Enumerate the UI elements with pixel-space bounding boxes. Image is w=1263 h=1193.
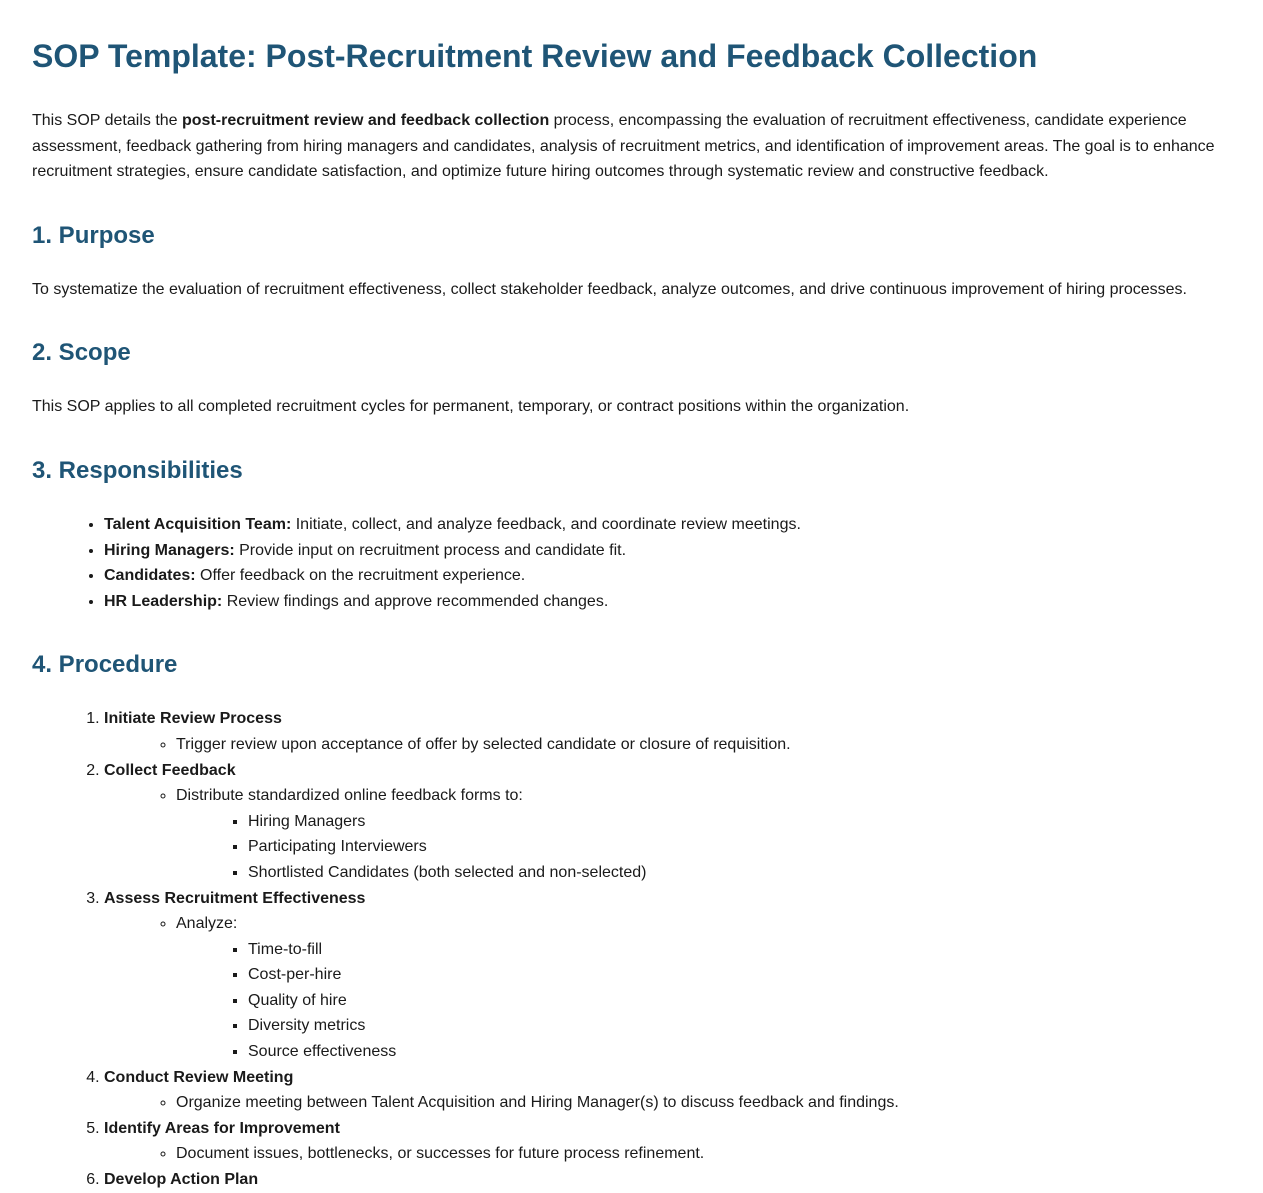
step-title: Identify Areas for Improvement	[104, 1119, 340, 1137]
page-title: SOP Template: Post-Recruitment Review and Feedback Collection	[32, 38, 1038, 74]
metrics-list	[176, 937, 1231, 1065]
list-item: ▪ Time-to-fill	[248, 937, 1231, 963]
list-item: ▪ Shortlisted Candidates (both selected and non-selected)	[248, 860, 1231, 886]
list-item: ▪ Cost-per-hire	[248, 962, 1231, 988]
step-title: Initiate Review Process	[104, 710, 282, 728]
step-details	[104, 783, 1231, 885]
step-title: Collect Feedback	[104, 761, 236, 779]
list-item	[104, 538, 1231, 564]
step-detail	[176, 783, 1231, 885]
role-description: Review findings and approve recommended changes.	[222, 592, 609, 610]
scope-heading: 2. Scope	[32, 339, 131, 367]
list-item: ▪ Hiring Managers	[248, 809, 1231, 835]
recipient-list	[176, 809, 1231, 886]
step-detail: ◦ Trigger review upon acceptance of offer by selected candidate or closure of requisition.	[176, 732, 1231, 758]
responsibilities-list	[32, 512, 1231, 614]
step-title: Assess Recruitment Effectiveness	[104, 889, 366, 907]
step-details	[104, 1141, 1231, 1167]
procedure-step	[104, 1065, 1231, 1116]
procedure-heading: 4. Procedure	[32, 651, 178, 679]
role-description: Provide input on recruitment process and candidate fit.	[234, 541, 627, 559]
step-title: Conduct Review Meeting	[104, 1068, 294, 1086]
procedure-step	[104, 706, 1231, 757]
intro-text-pre: This SOP details the	[32, 112, 182, 129]
step-detail-text: Distribute standardized online feedback forms to:	[176, 787, 523, 805]
list-item	[104, 563, 1231, 589]
role-description: Initiate, collect, and analyze feedback, and coordinate review meetings.	[291, 515, 801, 533]
role-label: Talent Acquisition Team:	[104, 515, 292, 533]
procedure-step	[104, 1116, 1231, 1167]
purpose-text: To systematize the evaluation of recruitment effectiveness, collect stakeholder feedback, analyze outcomes, and drive continuous improvement of hiring processes.	[32, 280, 1187, 298]
purpose-heading: 1. Purpose	[32, 221, 155, 249]
step-detail	[176, 911, 1231, 1065]
step-details	[104, 1090, 1231, 1116]
intro-paragraph	[32, 108, 1231, 185]
procedure-step	[104, 1167, 1231, 1193]
list-item: ▪ Participating Interviewers	[248, 834, 1231, 860]
step-detail-text: Analyze:	[176, 915, 238, 933]
list-item	[104, 512, 1231, 538]
step-detail: ◦ Document issues, bottlenecks, or successes for future process refinement.	[176, 1141, 1231, 1167]
list-item: ▪ Quality of hire	[248, 988, 1231, 1014]
responsibilities-heading: 3. Responsibilities	[32, 456, 243, 484]
role-label: Candidates:	[104, 567, 196, 585]
role-description: Offer feedback on the recruitment experience.	[195, 567, 526, 585]
procedure-steps-list	[32, 706, 1231, 1192]
procedure-step	[104, 886, 1231, 1065]
role-label: HR Leadership:	[104, 592, 223, 610]
intro-text-post: process, encompassing the evaluation of recruitment effectiveness, candidate experience assessment, feedback gathering from hiring managers and candidates, analysis of recruitment metrics, and identification of improvement areas. The goal is to enhance recruitment strategies, ensure candidate satisfaction, and optimize future hiring outcomes through systematic review and constructive feedback.	[32, 112, 1215, 181]
list-item: ▪ Diversity metrics	[248, 1013, 1231, 1039]
step-title: Develop Action Plan	[104, 1171, 259, 1189]
list-item	[104, 589, 1231, 615]
step-detail: ◦ Organize meeting between Talent Acquisition and Hiring Manager(s) to discuss feedback and findings.	[176, 1090, 1231, 1116]
step-details	[104, 911, 1231, 1065]
intro-text-bold: post-recruitment review and feedback collection	[182, 112, 550, 129]
procedure-step	[104, 758, 1231, 886]
list-item: ▪ Source effectiveness	[248, 1039, 1231, 1065]
scope-text: This SOP applies to all completed recruitment cycles for permanent, temporary, or contract positions within the organization.	[32, 398, 910, 416]
role-label: Hiring Managers:	[104, 541, 235, 559]
step-details	[104, 732, 1231, 758]
